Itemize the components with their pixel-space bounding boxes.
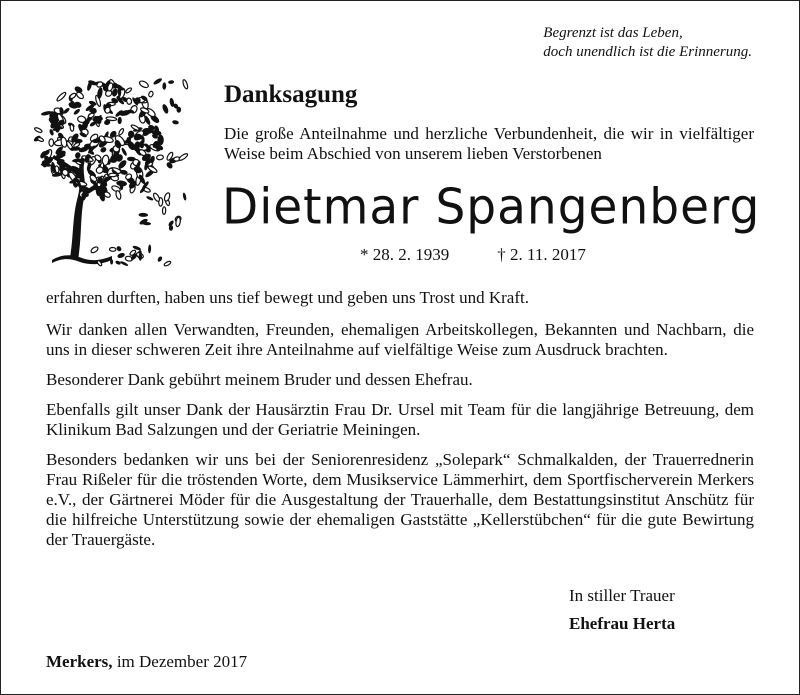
intro-text: Die große Anteilnahme und herzliche Verbundenheit, die wir in vielfältiger Weise beim Abschied von unserem lieben Verstorbenen bbox=[224, 124, 754, 163]
signature bbox=[569, 586, 675, 634]
motto bbox=[543, 24, 752, 62]
signature-line-1: In stiller Trauer bbox=[569, 586, 675, 605]
motto-line-1: Begrenzt ist das Leben, bbox=[543, 25, 683, 41]
deceased-name: Dietmar Spangenberg bbox=[222, 178, 761, 237]
signature-line-2: Ehefrau Herta bbox=[569, 614, 676, 633]
tree-icon bbox=[22, 68, 192, 273]
paragraph-2: Wir danken allen Verwandten, Freunden, ehemaligen Arbeitskollegen, Bekannten und Nachbarn, die uns in dieser schweren Zeit ihre Anteilnahme auf vielfältige Weise zum Ausdruck brachten. bbox=[46, 320, 754, 359]
birth-date: * 28. 2. 1939 bbox=[360, 245, 450, 264]
motto-line-2: doch unendlich ist die Erinnerung. bbox=[543, 44, 752, 60]
paragraph-3: Besonderer Dank gebührt meinem Bruder und dessen Ehefrau. bbox=[46, 370, 473, 389]
paragraph-5: Besonders bedanken wir uns bei der Seniorenresidenz „Solepark“ Schmalkalden, der Trauerrednerin Frau Rißeler für die tröstenden Worte, dem Musikservice Lämmerhirt, dem Sportfischerverein Merkers e.V., der Gärtnerei Möder für die Ausgestaltung der Trauerhalle, dem Bestattungsinstitut Anschütz für die hilfreiche Unterstützung sowie der ehemaligen Gaststätte „Kellerstübchen“ für die gute Bewirtung der Trauergäste. bbox=[46, 450, 754, 549]
place-date bbox=[46, 652, 247, 672]
death-date: † 2. 11. 2017 bbox=[497, 245, 586, 264]
thanks-body bbox=[46, 288, 754, 560]
paragraph-4: Ebenfalls gilt unser Dank der Hausärztin Frau Dr. Ursel mit Team für die langjährige Betreuung, dem Klinikum Bad Salzungen und der Geriatrie Meiningen. bbox=[46, 400, 754, 439]
heading-danksagung: Danksagung bbox=[224, 81, 358, 108]
place-town: Merkers, bbox=[46, 652, 113, 671]
paragraph-1: erfahren durften, haben uns tief bewegt und geben uns Trost und Kraft. bbox=[46, 288, 529, 307]
life-dates bbox=[360, 245, 586, 265]
place-date-text: im Dezember 2017 bbox=[112, 652, 248, 671]
